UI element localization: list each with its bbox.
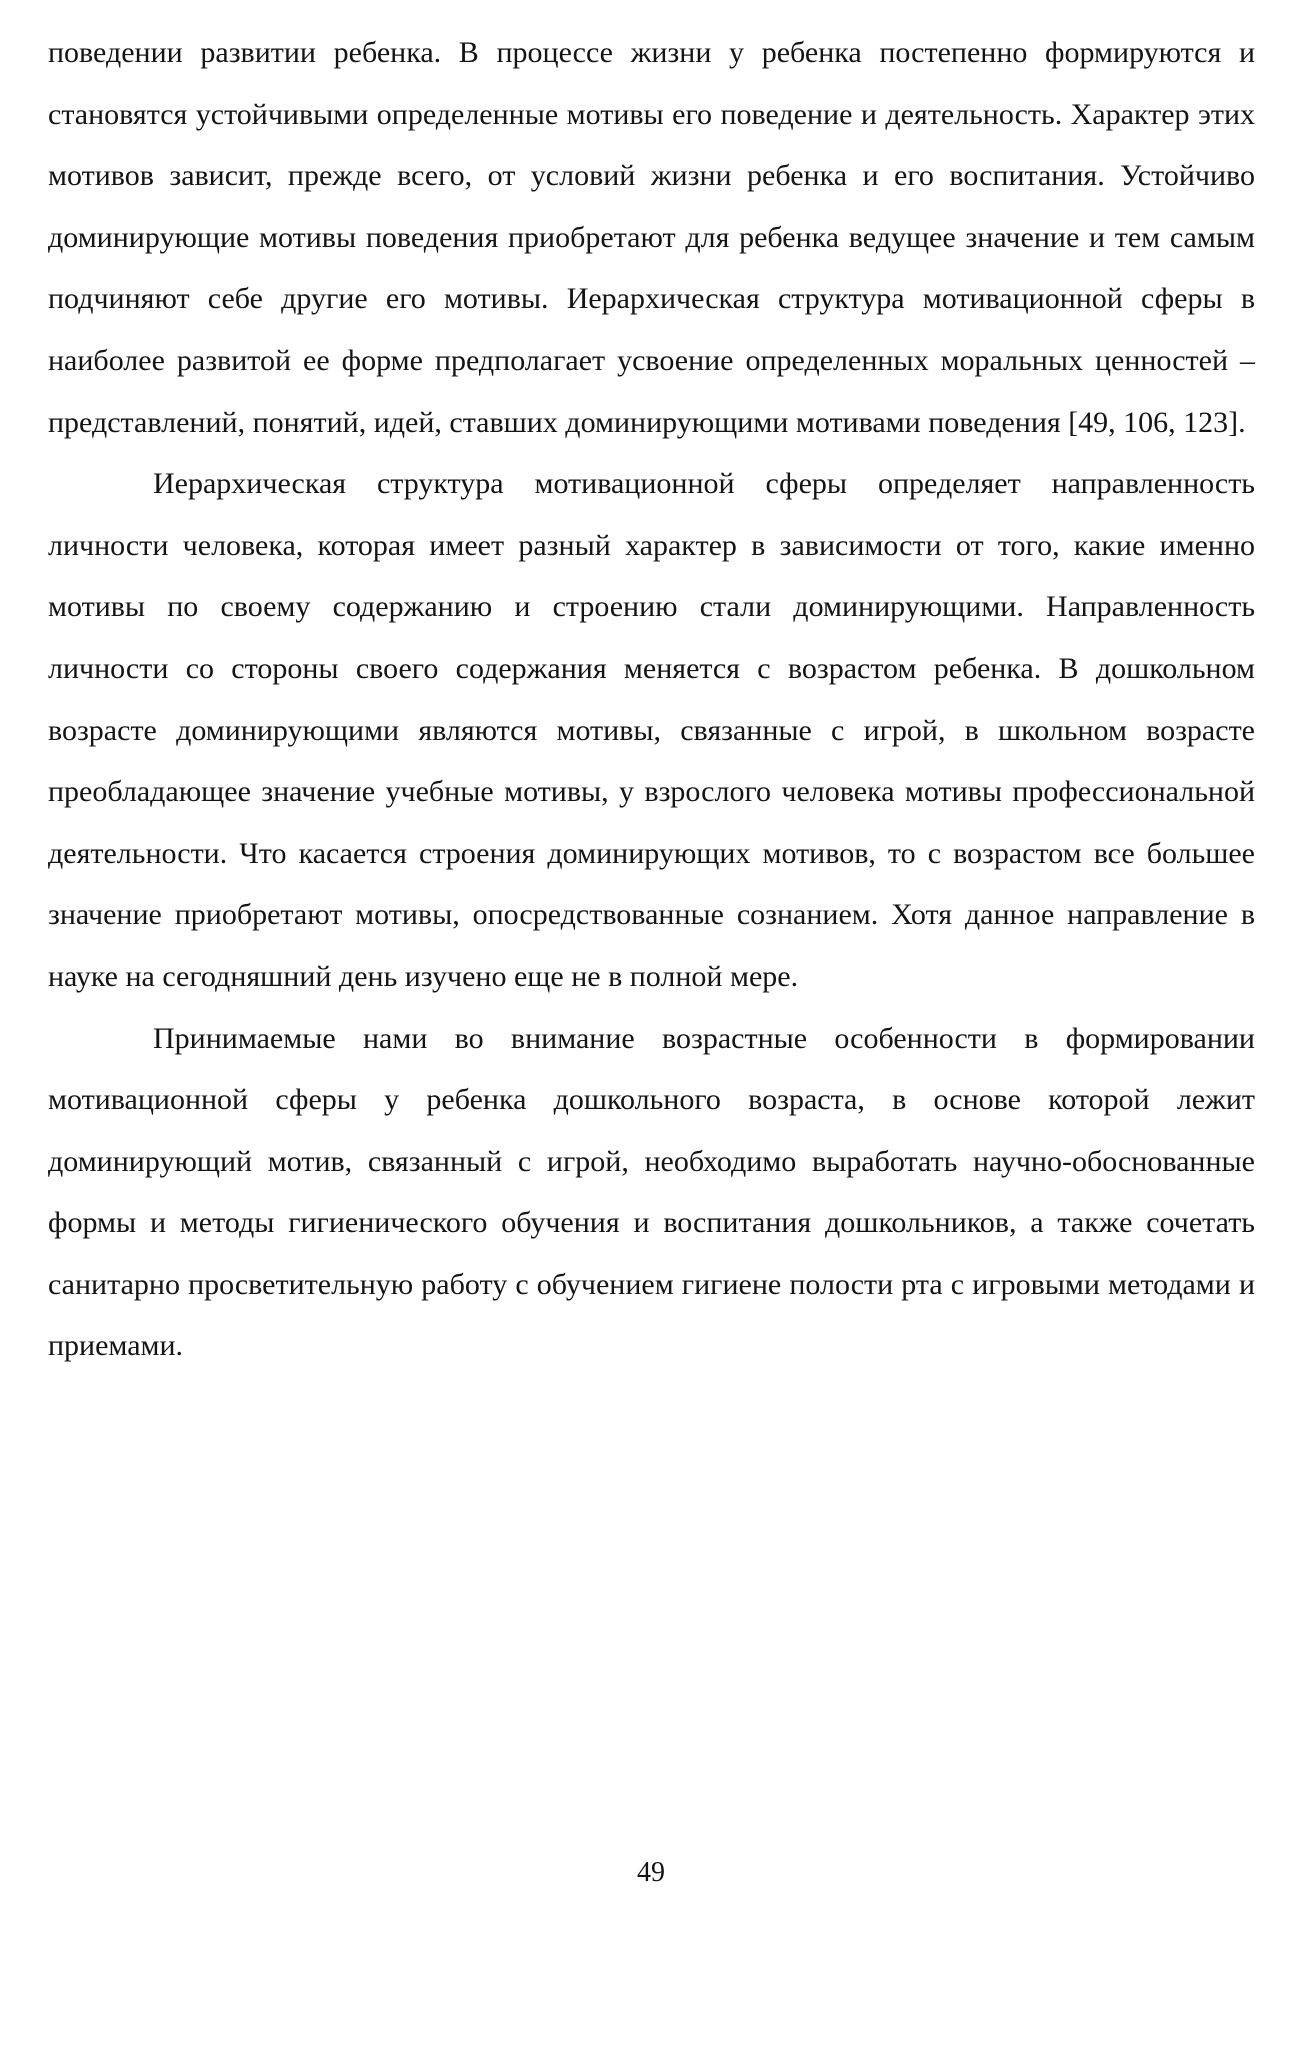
body-text bbox=[48, 22, 1255, 1377]
paragraph-2: Иерархическая структура мотивационной сферы определяет направленность личности человека, которая имеет разный характер в зависимости от того, какие именно мотивы по своему содержанию и строению стали доминирующими. Направленность личности со стороны своего содержания меняется с возрастом ребенка. В дошкольном возрасте доминирующими являются мотивы, связанные с игрой, в школьном возрасте преобладающее значение учебные мотивы, у взрослого человека мотивы профессиональной деятельности. Что касается строения доминирующих мотивов, то с возрастом все большее значение приобретают мотивы, опосредствованные сознанием. Хотя данное направление в науке на сегодняшний день изучено еще не в полной мере. bbox=[48, 467, 1255, 993]
page-number: 49 bbox=[637, 1857, 665, 1888]
paragraph-1: поведении развитии ребенка. В процессе жизни у ребенка постепенно формируются и становятся устойчивыми определенные мотивы его поведение и деятельность. Характер этих мотивов зависит, прежде всего, от условий жизни ребенка и его воспитания. Устойчиво доминирующие мотивы поведения приобретают для ребенка ведущее значение и тем самым подчиняют себе другие его мотивы. Иерархическая структура мотивационной сферы в наиболее развитой ее форме предполагает усвоение определенных моральных ценностей – представлений, понятий, идей, ставших доминирующими мотивами поведения [49, 106, 123]. bbox=[48, 36, 1255, 439]
paragraph-3: Принимаемые нами во внимание возрастные особенности в формировании мотивационной сферы у ребенка дошкольного возраста, в основе которой лежит доминирующий мотив, связанный с игрой, необходимо выработать научно-обоснованные формы и методы гигиенического обучения и воспитания дошкольников, а также сочетать санитарно просветительную работу с обучением гигиене полости рта с игровыми методами и приемами. bbox=[48, 1021, 1255, 1363]
